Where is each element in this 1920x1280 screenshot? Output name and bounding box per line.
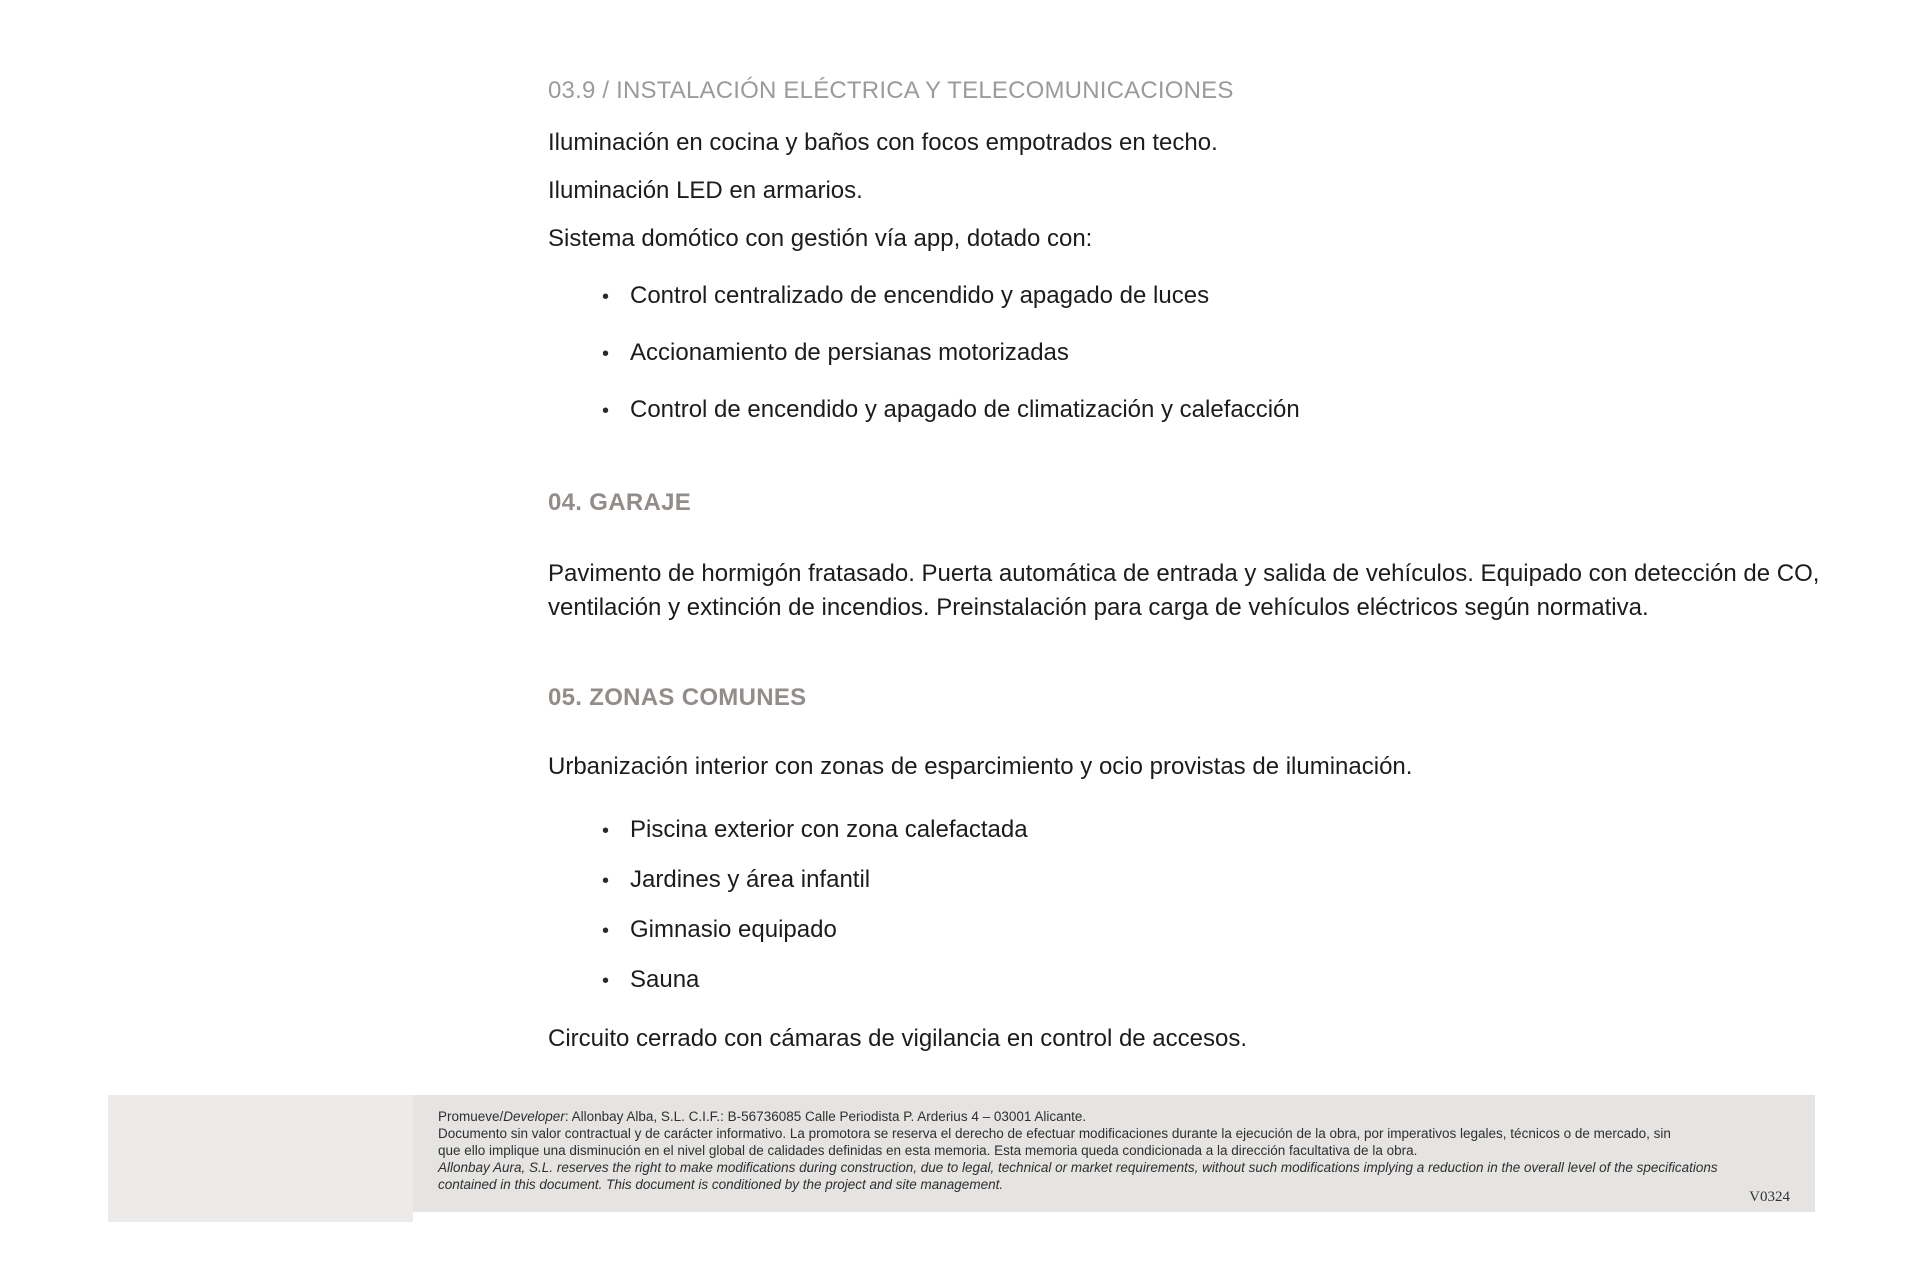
list-item-text: Piscina exterior con zona calefactada — [630, 816, 1028, 843]
list-item-text: Control centralizado de encendido y apagado de luces — [630, 282, 1210, 309]
list-item — [548, 815, 1884, 844]
promoter-rest: : Allonbay Alba, S.L. C.I.F.: B-56736085 Calle Periodista P. Arderius 4 – 03001 Alicante. — [564, 1109, 1087, 1124]
list-item-text: Gimnasio equipado — [630, 916, 837, 943]
bullet-icon — [602, 965, 609, 996]
bullet-icon — [602, 865, 609, 896]
version-code: V0324 — [1749, 1189, 1790, 1205]
paragraph-garage: Pavimento de hormigón fratasado. Puerta automática de entrada y salida de vehículos. Equipado con detección de CO, ventilación y extinción de incendios. Preinstalación para carga de vehículos eléctricos según normativa. — [548, 560, 1820, 621]
footer-legal-panel — [413, 1095, 1815, 1212]
bullet-icon — [602, 815, 609, 846]
list-item — [548, 395, 1884, 424]
list-item-text: Accionamiento de persianas motorizadas — [630, 339, 1069, 366]
list-item — [548, 965, 1884, 994]
footer-disclaimer-en-line2: contained in this document. This document is conditioned by the project and site management. — [438, 1177, 1004, 1192]
list-item — [548, 281, 1884, 310]
promoter-developer-word: Developer — [503, 1109, 565, 1124]
section-heading-garage: 04. GARAJE — [548, 489, 692, 516]
section-heading-common-zones: 05. ZONAS COMUNES — [548, 684, 807, 711]
list-item-text: Control de encendido y apagado de climatización y calefacción — [630, 396, 1300, 423]
footer-left-panel — [108, 1095, 413, 1222]
specifications-content — [548, 0, 1884, 1053]
list-item-text: Jardines y área infantil — [630, 866, 871, 893]
electrical-bullet-list — [548, 281, 1884, 424]
paragraph-lighting-kitchen: Iluminación en cocina y baños con focos empotrados en techo. — [548, 129, 1218, 156]
bullet-icon — [602, 281, 609, 312]
bullet-icon — [602, 395, 609, 426]
list-item — [548, 915, 1884, 944]
list-item — [548, 865, 1884, 894]
footer-disclaimer-en-line1: Allonbay Aura, S.L. reserves the right to make modifications during construction, due to legal, technical or market requirements, without such modifications implying a reduction in the overall level of the specifications — [438, 1160, 1718, 1175]
paragraph-common-intro: Urbanización interior con zonas de esparcimiento y ocio provistas de iluminación. — [548, 753, 1413, 780]
footer-legal-text — [438, 1108, 1793, 1193]
promoter-prefix: Promueve/ — [438, 1109, 504, 1124]
section-heading-electrical: 03.9 / INSTALACIÓN ELÉCTRICA Y TELECOMUNICACIONES — [548, 77, 1234, 104]
footer-disclaimer-es-line1: Documento sin valor contractual y de carácter informativo. La promotora se reserva el derecho de efectuar modificaciones durante la ejecución de la obra, por imperativos legales, técnicos o de mercado, sin — [438, 1126, 1671, 1141]
bullet-icon — [602, 915, 609, 946]
common-zones-bullet-list — [548, 815, 1884, 994]
bullet-icon — [602, 338, 609, 369]
footer-disclaimer-es-line2: que ello implique una disminución en el nivel global de calidades definidas en esta memoria. Esta memoria queda condicionada a la dirección facultativa de la obra. — [438, 1143, 1418, 1158]
paragraph-cctv: Circuito cerrado con cámaras de vigilancia en control de accesos. — [548, 1025, 1248, 1052]
paragraph-domotics: Sistema domótico con gestión vía app, dotado con: — [548, 225, 1093, 252]
paragraph-lighting-led: Iluminación LED en armarios. — [548, 177, 863, 204]
list-item — [548, 338, 1884, 367]
list-item-text: Sauna — [630, 966, 700, 993]
footer-promoter-line — [438, 1108, 1793, 1125]
